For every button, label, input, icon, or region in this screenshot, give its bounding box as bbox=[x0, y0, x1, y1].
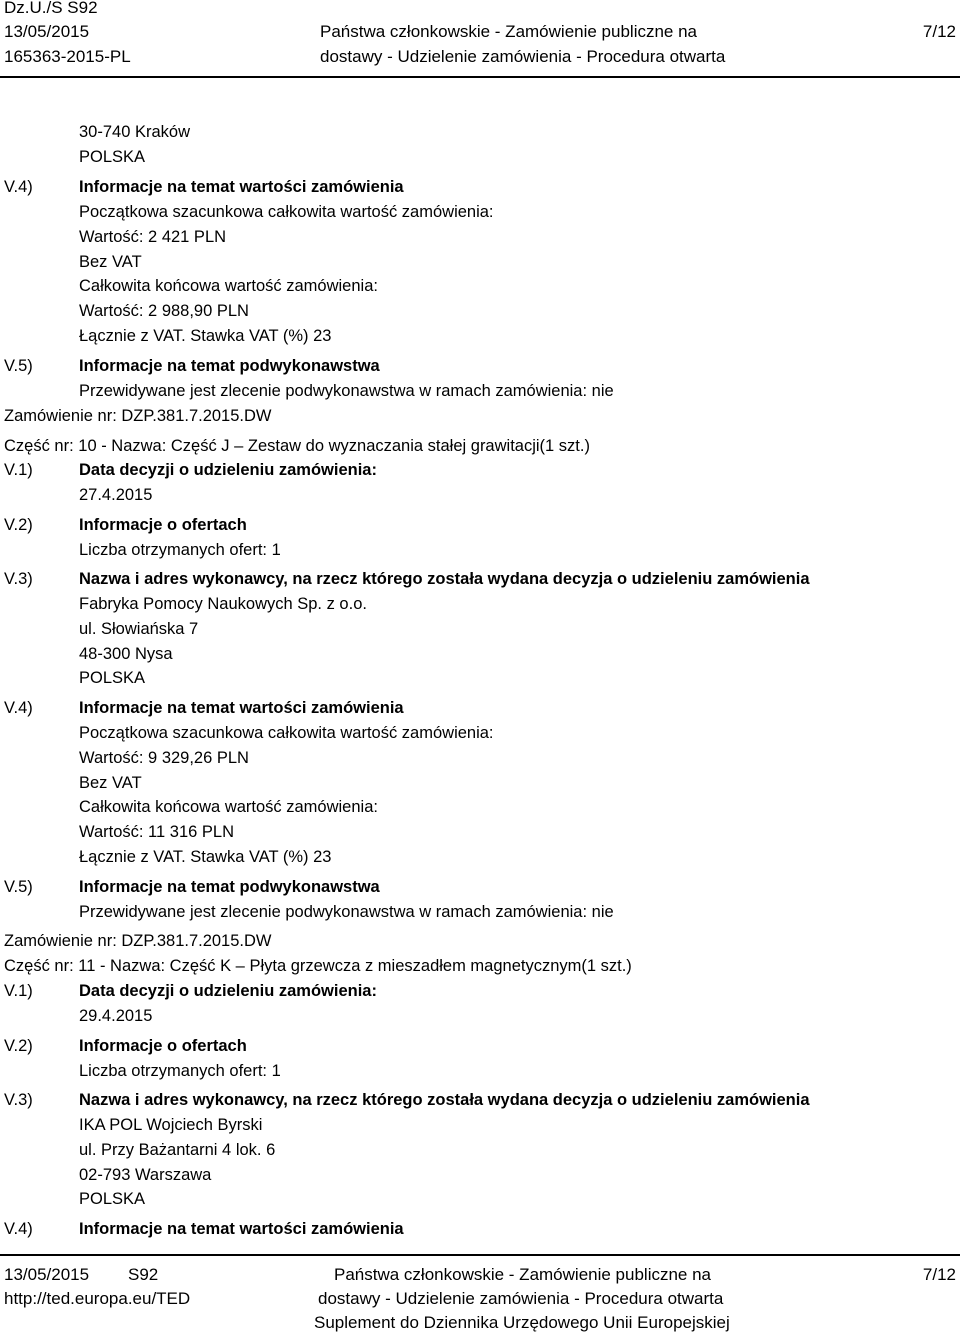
order-number: Zamówienie nr: DZP.381.7.2015.DW bbox=[4, 407, 272, 425]
section-label: V.4) bbox=[4, 1220, 33, 1238]
text-line: Początkowa szacunkowa całkowita wartość zamówienia: bbox=[79, 724, 494, 742]
text-line: Całkowita końcowa wartość zamówienia: bbox=[79, 277, 378, 295]
text-line: Liczba otrzymanych ofert: 1 bbox=[79, 1062, 281, 1080]
section-heading: Informacje na temat wartości zamówienia bbox=[79, 1220, 404, 1238]
footer-supplement: Suplement do Dziennika Urzędowego Unii Europejskiej bbox=[314, 1313, 730, 1332]
text-line: Całkowita końcowa wartość zamówienia: bbox=[79, 798, 378, 816]
section-label: V.2) bbox=[4, 516, 33, 534]
header-divider bbox=[0, 76, 960, 78]
lot-title: Część nr: 11 - Nazwa: Część K – Płyta grzewcza z mieszadłem magnetycznym(1 szt.) bbox=[4, 957, 632, 975]
section-heading: Data decyzji o udzieleniu zamówienia: bbox=[79, 461, 377, 479]
contractor-city: 48-300 Nysa bbox=[79, 645, 173, 663]
document-id: 165363-2015-PL bbox=[4, 47, 131, 66]
vat-line: Łącznie z VAT. Stawka VAT (%) 23 bbox=[79, 848, 332, 866]
text-line: Bez VAT bbox=[79, 253, 142, 271]
ted-link[interactable]: http://ted.europa.eu/TED bbox=[4, 1289, 191, 1308]
section-heading: Informacje na temat podwykonawstwa bbox=[79, 357, 380, 375]
decision-date: 27.4.2015 bbox=[79, 486, 153, 504]
section-label: V.3) bbox=[4, 1091, 33, 1109]
footer-divider bbox=[0, 1254, 960, 1256]
decision-date: 29.4.2015 bbox=[79, 1007, 153, 1025]
address-country: POLSKA bbox=[79, 148, 146, 166]
contractor-street: ul. Przy Bażantarni 4 lok. 6 bbox=[79, 1141, 276, 1159]
journal-ref: Dz.U./S S92 bbox=[4, 0, 98, 17]
section-heading: Informacje na temat wartości zamówienia bbox=[79, 699, 404, 717]
value-line: Wartość: 11 316 PLN bbox=[79, 823, 234, 841]
value-line: Wartość: 2 988,90 PLN bbox=[79, 302, 249, 320]
footer-title-line1: Państwa członkowskie - Zamówienie publiczne na bbox=[334, 1265, 712, 1284]
footer-page-number: 7/12 bbox=[922, 1265, 956, 1284]
section-heading: Informacje o ofertach bbox=[79, 516, 247, 534]
header-date: 13/05/2015 bbox=[4, 22, 90, 41]
contractor-country: POLSKA bbox=[79, 669, 146, 687]
contractor-city: 02-793 Warszawa bbox=[79, 1166, 212, 1184]
section-label: V.1) bbox=[4, 461, 33, 479]
contractor-street: ul. Słowiańska 7 bbox=[79, 620, 199, 638]
section-label: V.5) bbox=[4, 878, 33, 896]
section-label: V.1) bbox=[4, 982, 33, 1000]
contractor-name: Fabryka Pomocy Naukowych Sp. z o.o. bbox=[79, 595, 367, 613]
section-label: V.4) bbox=[4, 178, 33, 196]
section-heading: Data decyzji o udzieleniu zamówienia: bbox=[79, 982, 377, 1000]
section-heading: Informacje o ofertach bbox=[79, 1037, 247, 1055]
text-line: Początkowa szacunkowa całkowita wartość zamówienia: bbox=[79, 203, 494, 221]
section-heading: Nazwa i adres wykonawcy, na rzecz którego została wydana decyzja o udzieleniu zamówienia bbox=[79, 1091, 810, 1109]
text-line: Przewidywane jest zlecenie podwykonawstwa w ramach zamówienia: nie bbox=[79, 382, 614, 400]
vat-line: Łącznie z VAT. Stawka VAT (%) 23 bbox=[79, 327, 332, 345]
value-line: Wartość: 2 421 PLN bbox=[79, 228, 227, 246]
contractor-country: POLSKA bbox=[79, 1190, 146, 1208]
address-city: 30-740 Kraków bbox=[79, 123, 190, 141]
footer-title-line2: dostawy - Udzielenie zamówienia - Procedura otwarta bbox=[318, 1289, 724, 1308]
section-label: V.3) bbox=[4, 570, 33, 588]
section-heading: Informacje na temat wartości zamówienia bbox=[79, 178, 404, 196]
section-label: V.4) bbox=[4, 699, 33, 717]
section-label: V.2) bbox=[4, 1037, 33, 1055]
header-page-number: 7/12 bbox=[922, 22, 956, 41]
order-number: Zamówienie nr: DZP.381.7.2015.DW bbox=[4, 932, 272, 950]
header-title-line2: dostawy - Udzielenie zamówienia - Procedura otwarta bbox=[320, 47, 726, 66]
lot-title: Część nr: 10 - Nazwa: Część J – Zestaw do wyznaczania stałej grawitacji(1 szt.) bbox=[4, 437, 590, 455]
value-line: Wartość: 9 329,26 PLN bbox=[79, 749, 249, 767]
section-heading: Nazwa i adres wykonawcy, na rzecz którego została wydana decyzja o udzieleniu zamówienia bbox=[79, 570, 810, 588]
text-line: Bez VAT bbox=[79, 774, 142, 792]
text-line: Liczba otrzymanych ofert: 1 bbox=[79, 541, 281, 559]
footer-date: 13/05/2015 bbox=[4, 1265, 90, 1284]
contractor-name: IKA POL Wojciech Byrski bbox=[79, 1116, 263, 1134]
header-title-line1: Państwa członkowskie - Zamówienie publiczne na bbox=[320, 22, 698, 41]
text-line: Przewidywane jest zlecenie podwykonawstwa w ramach zamówienia: nie bbox=[79, 903, 614, 921]
section-label: V.5) bbox=[4, 357, 33, 375]
footer-issue: S92 bbox=[128, 1265, 159, 1284]
section-heading: Informacje na temat podwykonawstwa bbox=[79, 878, 380, 896]
